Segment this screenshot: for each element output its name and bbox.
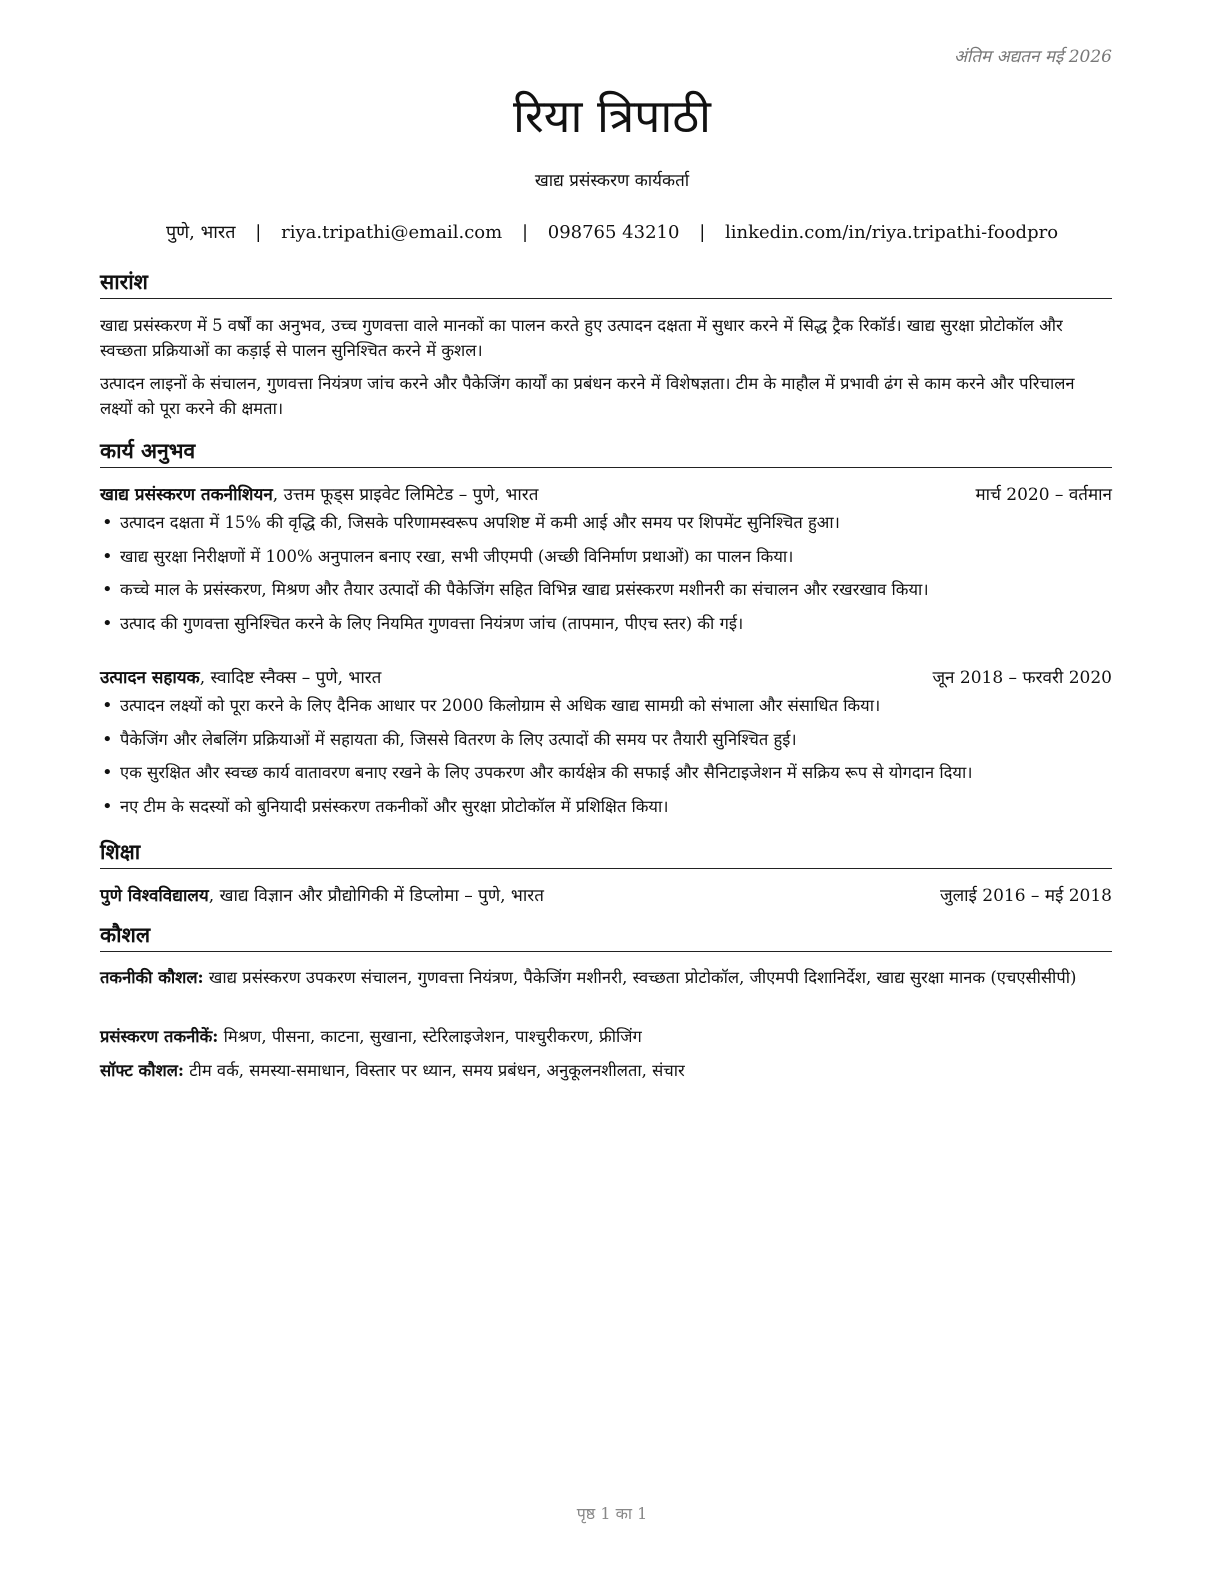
contact-phone[interactable]: 098765 43210 [547, 222, 680, 243]
job-bullet: • उत्पादन लक्ष्यों को पूरा करने के लिए दैनिक आधार पर 2000 किलोग्राम से अधिक खाद्य सामग्री को संभाला और संसाधित किया। [100, 694, 1112, 728]
skill-items: खाद्य प्रसंस्करण उपकरण संचालन, गुणवत्ता नियंत्रण, पैकेजिंग मशीनरी, स्वच्छता प्रोटोकॉल, जीएमपी दिशानिर्देश, खाद्य सुरक्षा मानक (एचएसीसीपी) [203, 968, 1077, 987]
skill-label: सॉफ्ट कौशल: [100, 1061, 184, 1080]
candidate-role: खाद्य प्रसंस्करण कार्यकर्ता [534, 171, 690, 191]
section-title-experience: कार्य अनुभव [100, 437, 1112, 468]
summary-paragraph: खाद्य प्रसंस्करण में 5 वर्षों का अनुभव, उच्च गुणवत्ता वाले मानकों का पालन करते हुए उत्पादन दक्षता में सुधार करने में सिद्ध ट्रैक रिकॉर्ड। खाद्य सुरक्षा प्रोटोकॉल और स्वच्छता प्रक्रियाओं का कड़ाई से पालन सुनिश्चित करने में कुशल। [100, 316, 1063, 360]
skill-label: प्रसंस्करण तकनीकें: [100, 1027, 219, 1046]
contact-line [0, 220, 1224, 244]
candidate-name: रिया त्रिपाठी [513, 89, 711, 143]
job-position: खाद्य प्रसंस्करण तकनीशियन [100, 485, 273, 505]
job-position: उत्पादन सहायक [100, 668, 200, 688]
job-header [100, 482, 1112, 505]
job-header [100, 665, 1112, 688]
section-title-summary: सारांश [100, 268, 1112, 299]
job-dates: जून 2018 – फरवरी 2020 [932, 668, 1112, 688]
contact-linkedin[interactable]: linkedin.com/in/riya.tripathi-foodpro [725, 222, 1059, 243]
job-company: , स्वादिष्ट स्नैक्स – पुणे, भारत [199, 668, 382, 688]
skill-items: मिश्रण, पीसना, काटना, सुखाना, स्टेरिलाइजेशन, पाश्चुरीकरण, फ्रीजिंग [218, 1027, 642, 1046]
section-title-skills: कौशल [100, 921, 1112, 952]
education-entry [100, 883, 1112, 906]
job-dates: मार्च 2020 – वर्तमान [975, 485, 1112, 505]
job-company: , उत्तम फूड्स प्राइवेट लिमिटेड – पुणे, भारत [272, 485, 539, 505]
education-details: , खाद्य विज्ञान और प्रौद्योगिकी में डिप्लोमा – पुणे, भारत [208, 886, 544, 906]
skill-label: तकनीकी कौशल: [100, 968, 204, 987]
contact-separator: | [255, 222, 262, 243]
skill-group-technical [100, 965, 1112, 990]
education-institution: पुणे विश्वविद्यालय [100, 886, 209, 906]
contact-location: पुणे, भारत [165, 222, 236, 243]
summary-paragraph: उत्पादन लाइनों के संचालन, गुणवत्ता नियंत्रण जांच करने और पैकेजिंग कार्यों का प्रबंधन करने में विशेषज्ञता। टीम के माहौल में प्रभावी ढंग से काम करने और परिचालन लक्ष्यों को पूरा करने की क्षमता। [100, 374, 1075, 418]
job-bullet: • खाद्य सुरक्षा निरीक्षणों में 100% अनुपालन बनाए रखा, सभी जीएमपी (अच्छी विनिर्माण प्रथाओं) का पालन किया। [100, 545, 1112, 579]
contact-email[interactable]: riya.tripathi@email.com [281, 222, 503, 243]
job-bullet: • उत्पादन दक्षता में 15% की वृद्धि की, जिसके परिणामस्वरूप अपशिष्ट में कमी आई और समय पर शिपमेंट सुनिश्चित हुआ। [100, 511, 1112, 545]
contact-separator: | [521, 222, 529, 243]
job-bullets [100, 511, 1112, 645]
job-bullet: • उत्पाद की गुणवत्ता सुनिश्चित करने के लिए नियमित गुणवत्ता नियंत्रण जांच (तापमान, पीएच स्तर) की गई। [100, 612, 1112, 646]
last-updated-note: अंतिम अद्यतन मई 2026 [953, 47, 1112, 67]
job-bullet: • नए टीम के सदस्यों को बुनियादी प्रसंस्करण तकनीकों और सुरक्षा प्रोटोकॉल में प्रशिक्षित किया। [100, 795, 1112, 829]
job-bullet: • पैकेजिंग और लेबलिंग प्रक्रियाओं में सहायता की, जिससे वितरण के लिए उत्पादों की समय पर तैयारी सुनिश्चित हुई। [100, 728, 1112, 762]
page-number: पृष्ठ 1 का 1 [576, 1504, 648, 1523]
job-bullet: • कच्चे माल के प्रसंस्करण, मिश्रण और तैयार उत्पादों की पैकेजिंग सहित विभिन्न खाद्य प्रसंस्करण मशीनरी का संचालन और रखरखाव किया। [100, 578, 1112, 612]
education-dates: जुलाई 2016 – मई 2018 [939, 886, 1112, 906]
skill-items: टीम वर्क, समस्या-समाधान, विस्तार पर ध्यान, समय प्रबंधन, अनुकूलनशीलता, संचार [183, 1061, 685, 1080]
job-bullet: • एक सुरक्षित और स्वच्छ कार्य वातावरण बनाए रखने के लिए उपकरण और कार्यक्षेत्र की सफाई और सैनिटाइजेशन में सक्रिय रूप से योगदान दिया। [100, 761, 1112, 795]
job-bullets [100, 694, 1112, 828]
section-title-education: शिक्षा [100, 838, 1112, 869]
skill-group-processing [100, 1024, 1112, 1049]
contact-separator: | [699, 222, 706, 243]
skill-group-soft [100, 1058, 1112, 1083]
